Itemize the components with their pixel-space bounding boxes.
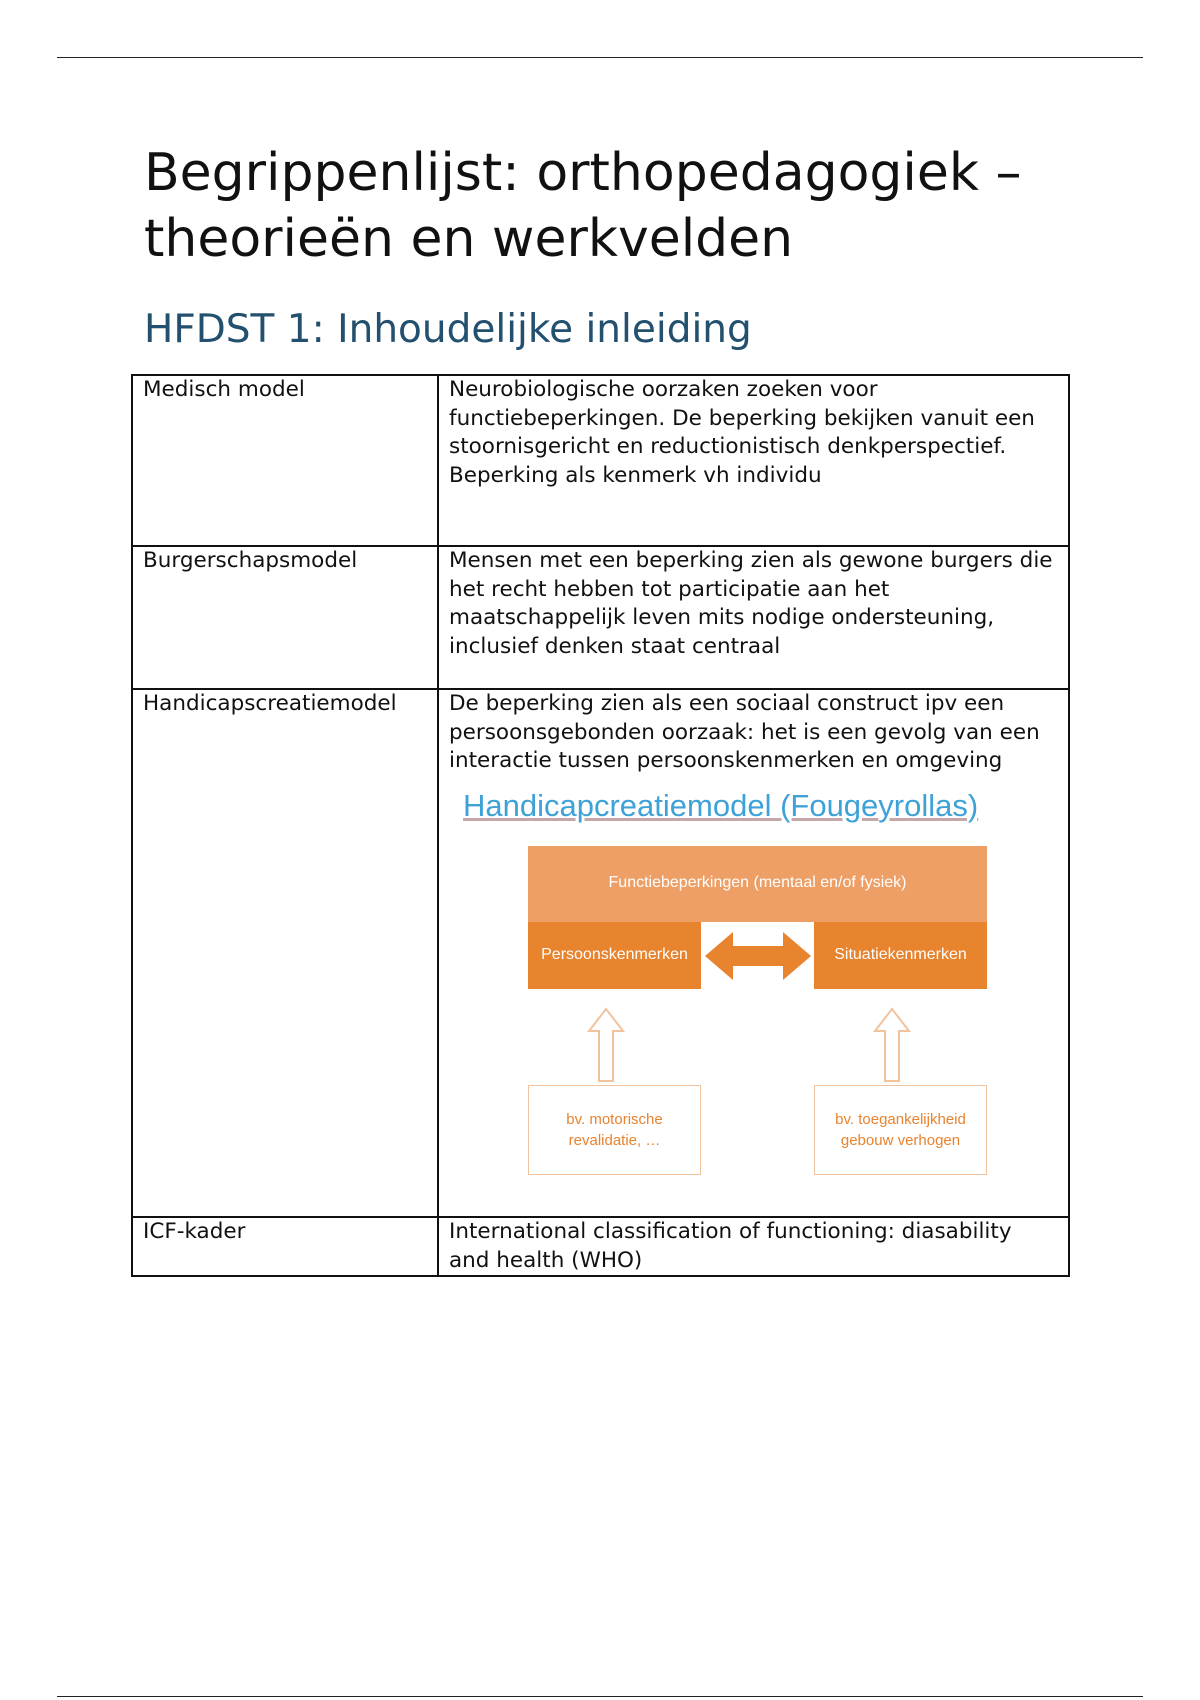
- definition-cell: International classification of functioning: diasability and health (WHO): [438, 1217, 1069, 1276]
- definition-cell: Neurobiologische oorzaken zoeken voor functiebeperkingen. De beperking bekijken vanuit een stoornisgericht en reductionistisch denkperspectief. Beperking als kenmerk vh individu: [438, 375, 1069, 546]
- double-arrow-icon: [703, 926, 813, 986]
- section-heading: HFDST 1: Inhoudelijke inleiding: [144, 307, 752, 352]
- definition-cell: Mensen met een beperking zien als gewone burgers die het recht hebben tot participatie aan het maatschappelijk leven mits nodige ondersteuning, inclusief denken staat centraal: [438, 546, 1069, 689]
- term-cell: Burgerschapsmodel: [132, 546, 438, 689]
- term-cell: ICF-kader: [132, 1217, 438, 1276]
- situatiekenmerken-box: Situatiekenmerken: [814, 922, 987, 989]
- definition-cell: [438, 689, 1069, 1217]
- term-cell: Handicapscreatiemodel: [132, 689, 438, 1217]
- functiebeperkingen-box: Functiebeperkingen (mentaal en/of fysiek): [528, 846, 987, 922]
- term-cell: Medisch model: [132, 375, 438, 546]
- persoonskenmerken-box: Persoonskenmerken: [528, 922, 701, 989]
- table-row: [132, 375, 1069, 546]
- footer-rule: [57, 1696, 1143, 1697]
- right-example-box: bv. toegankelijkheid gebouw verhogen: [814, 1085, 987, 1175]
- up-arrow-icon: [872, 1007, 912, 1083]
- table-row: [132, 689, 1069, 1217]
- left-example-box: bv. motorische revalidatie, …: [528, 1085, 701, 1175]
- terms-table: [131, 374, 1070, 1277]
- up-arrow-icon: [586, 1007, 626, 1083]
- definition-text: De beperking zien als een sociaal construct ipv een persoonsgebonden oorzaak: het is een gevolg van een interactie tussen persoonskenmerken en omgeving: [449, 691, 1040, 773]
- header-rule: [57, 57, 1143, 58]
- figure-title: Handicapcreatiemodel (Fougeyrollas): [463, 787, 979, 823]
- handicapcreatiemodel-figure: [449, 786, 1039, 1186]
- document-title: Begrippenlijst: orthopedagogiek – theorieën en werkvelden: [144, 143, 1022, 269]
- table-row: [132, 546, 1069, 689]
- table-row: [132, 1217, 1069, 1276]
